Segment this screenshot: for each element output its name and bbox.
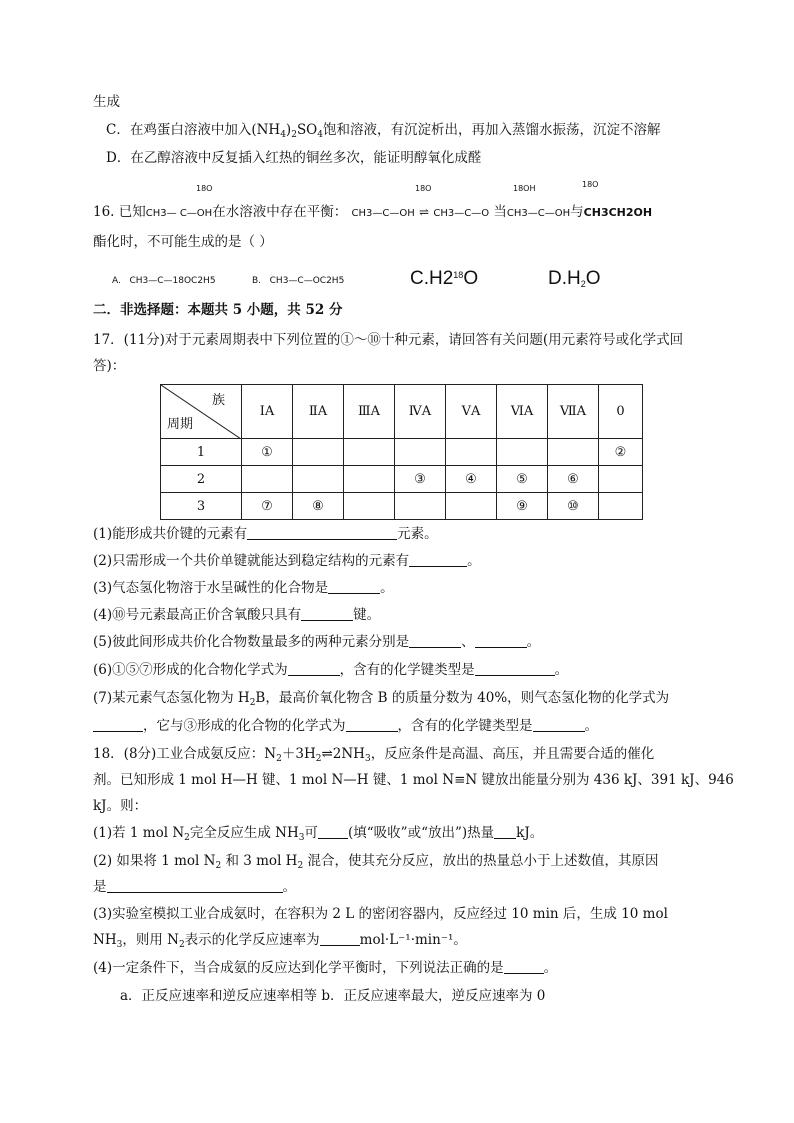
element-cell: ② xyxy=(599,439,643,466)
section-2-heading: 二．非选择题：本题共 5 小题，共 52 分 xyxy=(93,302,343,318)
element-cell xyxy=(497,439,548,466)
q16-alcohol: CH3CH2OH xyxy=(583,206,653,219)
element-cell: ④ xyxy=(446,466,497,493)
answer-blank[interactable] xyxy=(247,525,397,540)
period-label: 1 xyxy=(161,439,242,466)
q16-equilibrium-right: CH3—C—O xyxy=(433,208,490,219)
q18-sub3-line2: $NH_3$，则用 $N_2$表示的化学反应速率为 mol·L⁻¹·min⁻¹。 xyxy=(93,932,467,950)
answer-blank[interactable] xyxy=(346,717,398,732)
q18-sub3-line1: (3)实验室模拟工业合成氨时，在容积为 2 L 的密闭容器内，反应经过 10 min 后，生成 10 mol xyxy=(93,906,668,922)
element-cell: ③ xyxy=(395,466,446,493)
q17-sub6: (6)①⑤⑦形成的化合物化学式为 ，含有的化学键类型是 。 xyxy=(93,662,569,678)
q18-line2: 剂。已知形成 1 mol H—H 键、1 mol N—H 键、1 mol N≡N 键放出能量分别为 436 kJ、391 kJ、946 xyxy=(93,772,734,788)
q16-option-c: $C.H2^{18}O$ xyxy=(410,268,479,289)
periodic-table-grid xyxy=(160,384,643,520)
q17-intro-1: 17．(11分)对于元素周期表中下列位置的①～⑩十种元素，请回答有关问题(用元素符号或化学式回 xyxy=(93,332,684,348)
q18-sub2-line1: (2) 如果将 1 mol $N_2$ 和 3 mol $H_2$ 混合，使其充分反应，放出的热量总小于上述数值，其原因 xyxy=(93,853,659,871)
element-cell: ⑩ xyxy=(548,493,599,520)
equilibrium-arrow-icon: ⇌ xyxy=(321,746,333,762)
answer-blank[interactable] xyxy=(93,717,143,732)
period-label: 3 xyxy=(161,493,242,520)
element-cell: ⑧ xyxy=(293,493,344,520)
q18-sub4: (4)一定条件下，当合成氨的反应达到化学平衡时，下列说法正确的是 。 xyxy=(93,960,558,976)
group-header: ⅡA xyxy=(293,385,344,439)
q16-acid-18o: CH3—C—OH xyxy=(506,208,571,219)
answer-blank[interactable] xyxy=(328,579,380,594)
answer-blank[interactable] xyxy=(475,661,555,676)
q16-iso-label-2: 18O xyxy=(415,184,432,193)
equilibrium-arrow-icon: ⇌ xyxy=(419,205,430,219)
element-cell: ⑥ xyxy=(548,466,599,493)
group-header: ⅠA xyxy=(242,385,293,439)
answer-blank[interactable] xyxy=(320,931,360,946)
group-header: ⅢA xyxy=(344,385,395,439)
q17-sub4: (4)⑩号元素最高正价含氧酸只具有 键。 xyxy=(93,607,381,623)
q16-stem-line2: 酯化时，不可能生成的是（ ） xyxy=(93,234,273,250)
q18-line1: 18．(8分)工业合成氨反应：$N_2+3H_2\rightleftharpoons 2NH_3$，反应条件是高温、高压，并且需要合适的催化 xyxy=(93,746,655,764)
q17-sub5: (5)彼此间形成共价化合物数量最多的两种元素分别是 、 。 xyxy=(93,634,541,650)
answer-blank[interactable] xyxy=(318,824,348,839)
q18-sub1: (1)若 1 mol $N_2$完全反应生成 $NH_3$可 (填“吸收”或“放出”)热量 kJ。 xyxy=(93,825,544,843)
q15-option-c: C．在鸡蛋白溶液中加入$(NH_4)_2SO_4$饱和溶液，有沉淀析出，再加入蒸馏水振荡，沉淀不溶解 xyxy=(106,122,661,140)
group-header: ⅦA xyxy=(548,385,599,439)
q17-sub7-line1: (7)某元素气态氢化物为 $H_2B$，最高价氧化物含 B 的质量分数为 40%，则气态氢化物的化学式为 xyxy=(93,690,670,708)
group-header: ⅣA xyxy=(395,385,446,439)
q17-sub3: (3)气态氢化物溶于水呈碱性的化合物是 。 xyxy=(93,580,394,596)
answer-blank[interactable] xyxy=(409,552,467,567)
element-cell xyxy=(395,439,446,466)
q15-option-d: D．在乙醇溶液中反复插入红热的铜丝多次，能证明醇氧化成醛 xyxy=(106,150,482,166)
element-cell xyxy=(548,439,599,466)
element-cell xyxy=(446,493,497,520)
element-cell xyxy=(344,466,395,493)
q17-sub7-line2: ，它与③形成的化合物的化学式为 ，含有的化学键类型是 。 xyxy=(93,716,598,736)
answer-blank[interactable] xyxy=(475,633,527,648)
answer-blank[interactable] xyxy=(504,959,544,974)
q15-tail: 生成 xyxy=(93,94,120,110)
element-cell xyxy=(344,439,395,466)
group-header: ⅥA xyxy=(497,385,548,439)
element-cell xyxy=(242,466,293,493)
q17-sub1: (1)能形成共价键的元素有 元素。 xyxy=(93,526,438,542)
q16-option-d: $D.H_2O$ xyxy=(548,268,601,289)
element-cell: ⑦ xyxy=(242,493,293,520)
q16-option-a: A. CH3—C—18OC2H5 xyxy=(112,276,216,286)
element-cell xyxy=(293,439,344,466)
period-label: 2 xyxy=(161,466,242,493)
table-header-corner xyxy=(161,385,242,439)
answer-blank[interactable] xyxy=(533,717,585,732)
q17-sub2: (2)只需形成一个共价单键就能达到稳定结构的元素有 。 xyxy=(93,553,481,569)
element-cell xyxy=(599,493,643,520)
table-row xyxy=(161,439,643,466)
q16-equilibrium-left: CH3—C—OH xyxy=(351,208,415,219)
element-cell: ⑨ xyxy=(497,493,548,520)
header-period-label: 周期 xyxy=(167,417,194,432)
q17-intro-2: 答)： xyxy=(93,358,126,374)
element-cell xyxy=(344,493,395,520)
q18-line3: kJ。则： xyxy=(93,798,148,814)
table-row xyxy=(161,493,643,520)
q16-stem-line1: 16. 已知CH3— C—OH在水溶液中存在平衡： CH3—C—OH ⇌ CH3—C—O 当CH3—C—OH与CH3CH2OH xyxy=(93,204,653,220)
answer-blank[interactable] xyxy=(409,633,461,648)
q18-sub2-line2: 是 。 xyxy=(93,879,296,895)
element-cell xyxy=(599,466,643,493)
answer-blank[interactable] xyxy=(107,878,283,893)
q18-sub4-options: a．正反应速率和逆反应速率相等 b．正反应速率最大，逆反应速率为 0 xyxy=(120,988,546,1004)
header-group-label: 族 xyxy=(211,393,225,408)
element-cell: ① xyxy=(242,439,293,466)
element-cell xyxy=(293,466,344,493)
group-header: 0 xyxy=(599,385,643,439)
element-cell: ⑤ xyxy=(497,466,548,493)
q16-iso-label-4: 18O xyxy=(582,180,599,189)
q16-formula-acid-18o: CH3— C—OH xyxy=(145,208,213,219)
answer-blank[interactable] xyxy=(288,661,340,676)
answer-blank[interactable] xyxy=(301,606,353,621)
group-header: ⅤA xyxy=(446,385,497,439)
element-cell xyxy=(446,439,497,466)
answer-blank[interactable] xyxy=(494,824,516,839)
q16-option-b: B. CH3—C—OC2H5 xyxy=(252,276,345,286)
q16-iso-label-3: 18OH xyxy=(513,184,536,193)
q16-iso-label-1: 18O xyxy=(196,184,213,193)
element-cell xyxy=(395,493,446,520)
table-row xyxy=(161,466,643,493)
